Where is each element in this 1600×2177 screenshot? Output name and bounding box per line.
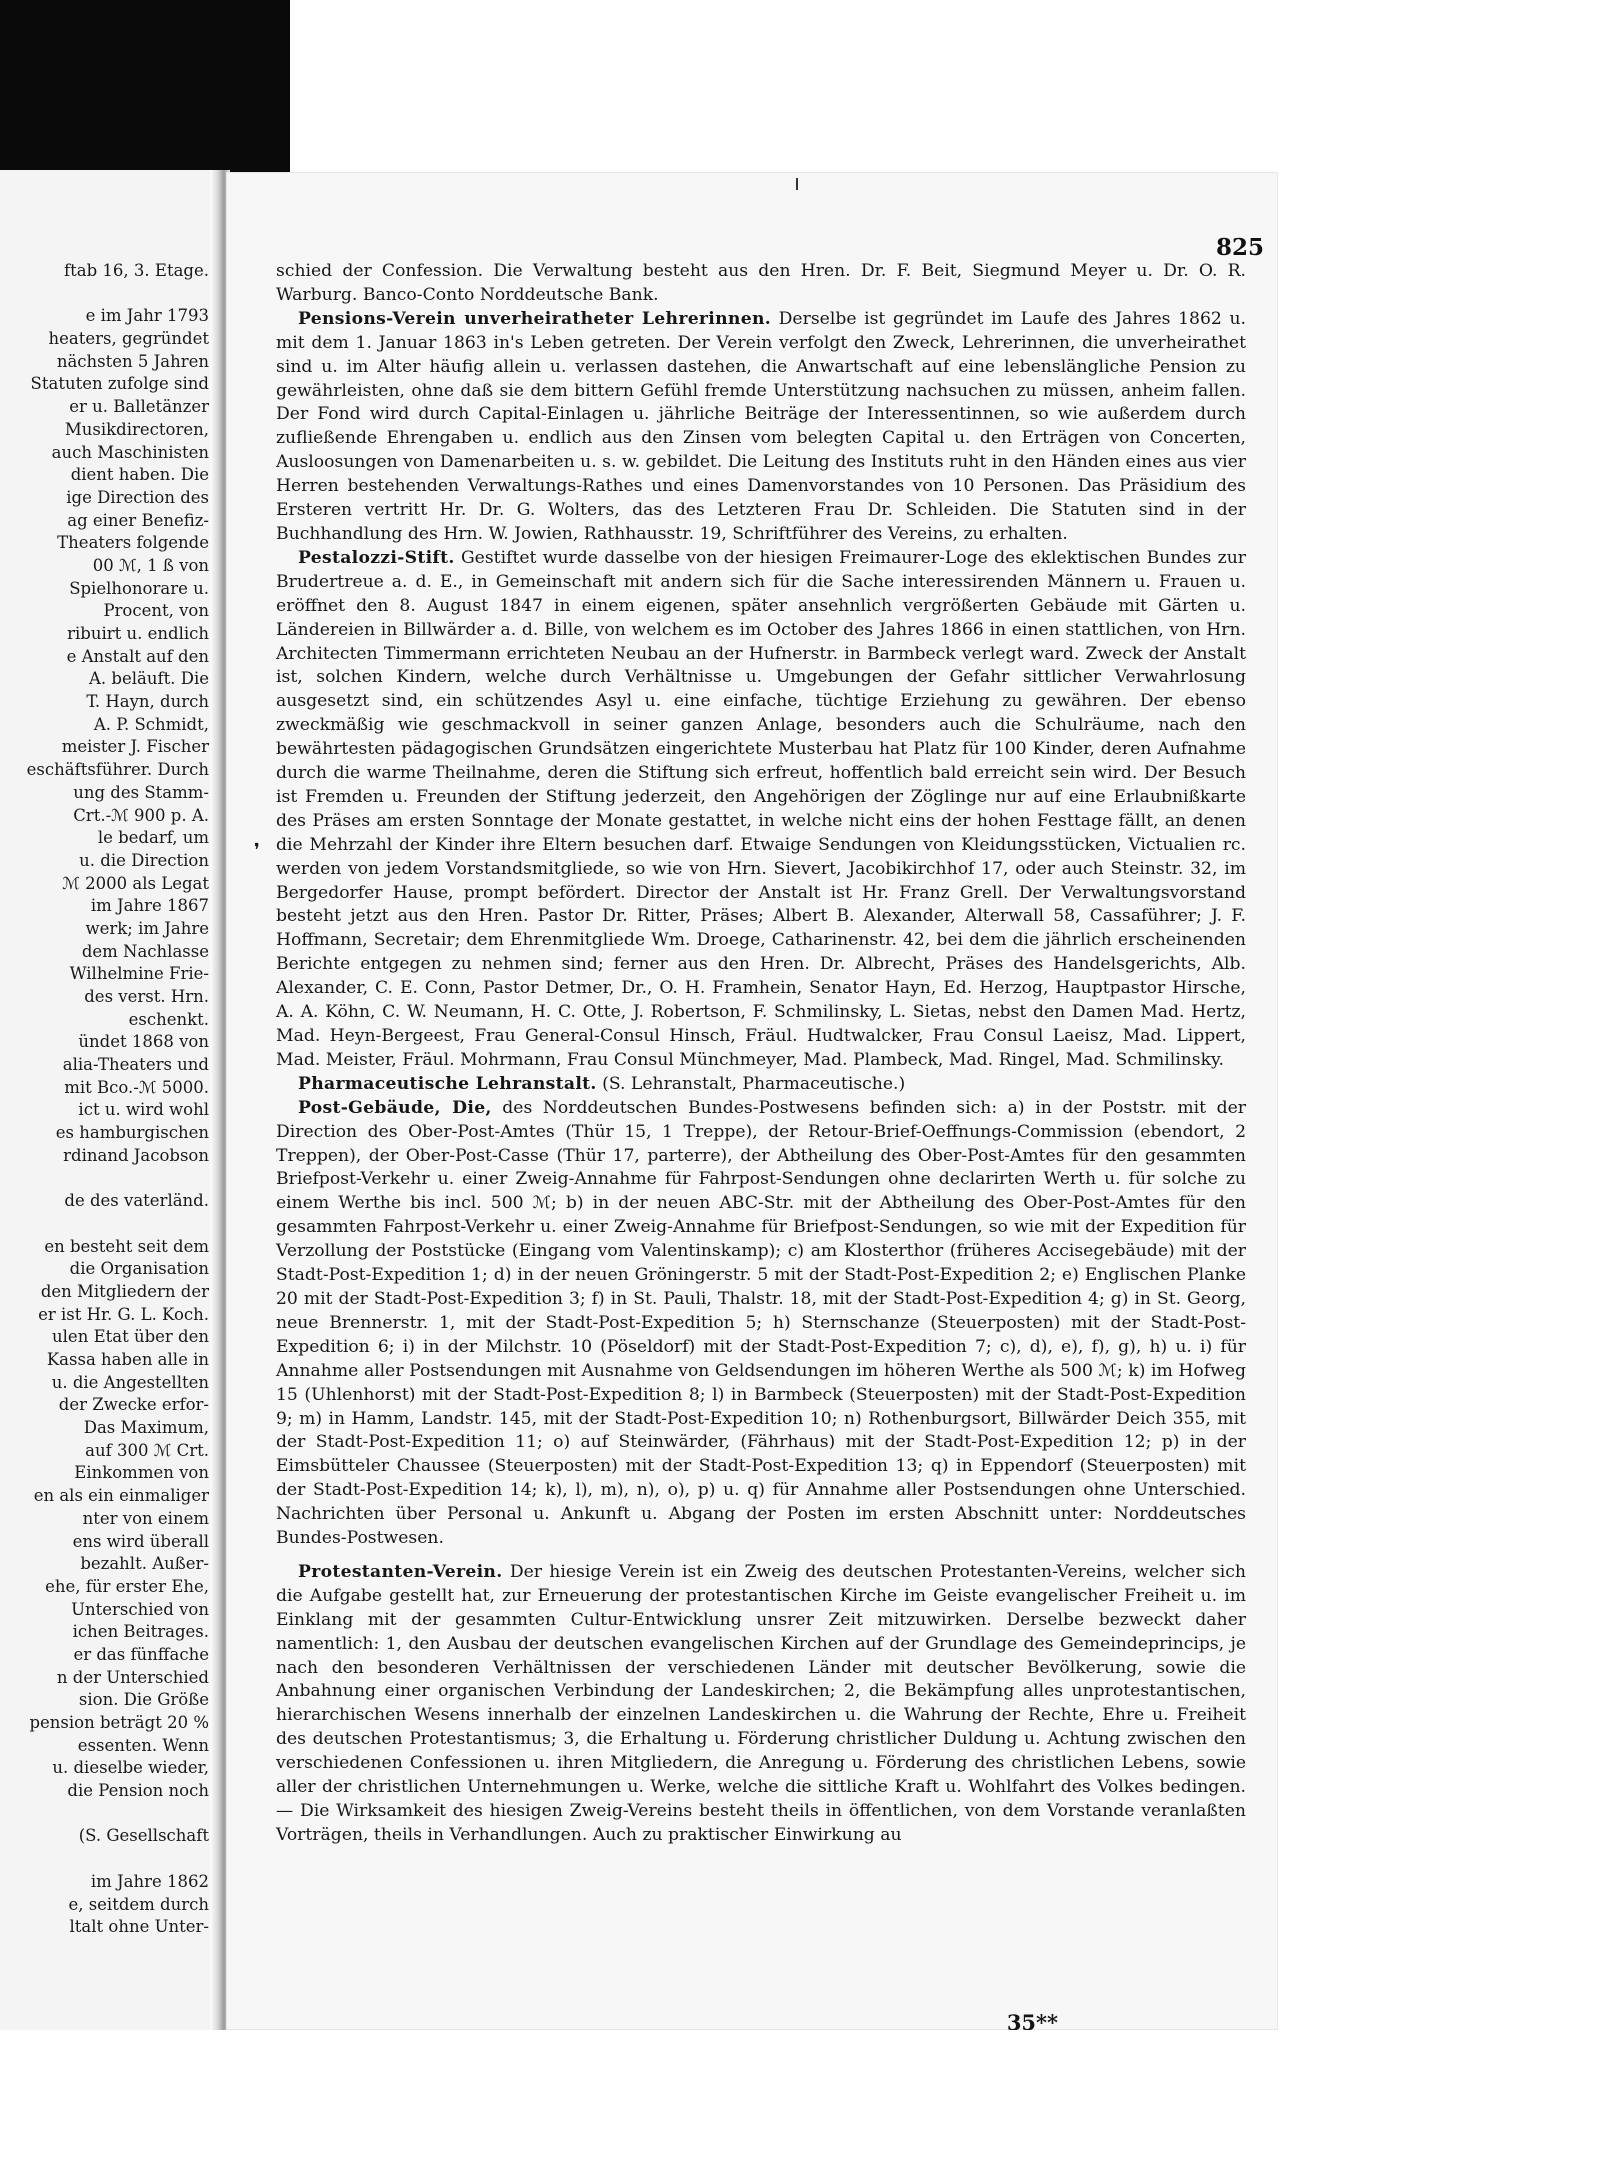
facing-page-line: ige Direction des xyxy=(66,487,209,507)
facing-page-line: en als ein einmaliger xyxy=(33,1486,209,1506)
facing-page-line: le bedarf, um xyxy=(97,828,209,848)
facing-page-line: nächsten 5 Jahren xyxy=(56,351,209,371)
facing-page-line: ündet 1868 von xyxy=(78,1032,209,1052)
facing-page-line: Wilhelmine Frie- xyxy=(69,964,209,984)
facing-page-line: werk; im Jahre xyxy=(85,918,209,938)
facing-page-line: Crt.-ℳ 900 p. A. xyxy=(73,805,209,825)
facing-page-line: e im Jahr 1793 xyxy=(85,306,209,326)
facing-page xyxy=(0,170,215,2030)
facing-page-line: A. P. Schmidt, xyxy=(93,714,209,734)
entry-text: Der hiesige Verein ist ein Zweig des deutschen Protestanten-Vereins, welcher sich die Aufgabe gestellt hat, zur Erneuerung der protestantischen Kirche im Geiste evangelischer Freiheit u. im Einklang mit der gesammten Cultur-Entwicklung unsrer Zeit mitzuwirken. Derselbe bezweckt daher namentlich: 1, den Ausbau der deutschen evangelischen Kirchen auf der Grundlage des Gemeindeprincips, je nach den besonderen Verhältnissen der verschiedenen Länder mit deutscher Bevölkerung, sowie die Anbahnung einer organischen Verbindung der Landeskirchen; 2, die Bekämpfung alles unprotestantischen, hierarchischen Wesens innerhalb der einzelnen Landeskirchen u. die Wahrung der Rechte, Ehre u. Freiheit des deutschen Protestantismus; 3, die Erhaltung u. Förderung christlicher Duldung u. Achtung zwischen den verschiedenen Confessionen u. ihren Mitgliedern, die Anregung u. Förderung des christlichen Lebens, sowie aller der christlichen Unternehmungen u. Werke, welche die sittliche Kraft u. Wohlfahrt des Volkes bedingen. — Die Wirksamkeit des hiesigen Zweig-Vereins besteht theils in öffentlichen, von dem Vorstande veranlaßten Vorträgen, theils in Verhandlungen. Auch zu praktischer Einwirkung au xyxy=(276,1561,1246,1845)
facing-page-line: er das fünffache xyxy=(73,1644,209,1664)
facing-page-line: auf 300 ℳ Crt. xyxy=(85,1440,209,1460)
facing-page-line: ltalt ohne Unter- xyxy=(69,1917,209,1937)
facing-page-line: Das Maximum, xyxy=(83,1418,209,1438)
facing-page-line: T. Hayn, durch xyxy=(86,692,209,712)
facing-page-line: ℳ 2000 als Legat xyxy=(62,873,209,893)
facing-page-line: (S. Gesellschaft xyxy=(78,1826,209,1846)
facing-page-line: Unterschied von xyxy=(71,1599,209,1619)
facing-page-line: er ist Hr. G. L. Koch. xyxy=(38,1304,209,1324)
facing-page-line: auch Maschinisten xyxy=(51,442,209,462)
entry-heading: Pestalozzi-Stift. xyxy=(298,547,455,568)
page-number: 825 xyxy=(1215,234,1264,261)
entry-post-gebaeude xyxy=(276,1097,1246,1551)
facing-page-line: e Anstalt auf den xyxy=(66,646,209,666)
facing-page-line: Spielhonorare u. xyxy=(69,578,209,598)
facing-page-line: Theaters folgende xyxy=(57,533,209,553)
facing-page-line: e, seitdem durch xyxy=(68,1894,209,1914)
entry-heading: Protestanten-Verein. xyxy=(298,1561,503,1582)
facing-page-line: eschäftsführer. Durch xyxy=(26,760,209,780)
facing-page-line xyxy=(4,1848,209,1871)
facing-page-line: essenten. Wenn xyxy=(77,1735,209,1755)
entry-pharmaceutische-lehranstalt xyxy=(276,1073,1246,1097)
facing-page-text xyxy=(4,260,209,1939)
facing-page-line: bezahlt. Außer- xyxy=(80,1554,209,1574)
entry-heading: Pensions-Verein unverheiratheter Lehrerinnen. xyxy=(298,308,772,329)
facing-page-line: dem Nachlasse xyxy=(81,941,209,961)
facing-page-line: im Jahre 1862 xyxy=(90,1871,209,1891)
facing-page-line: nter von einem xyxy=(82,1508,209,1528)
facing-page-line: ung des Stamm- xyxy=(73,782,209,802)
facing-page-line: 00 ℳ, 1 ß von xyxy=(92,555,209,575)
facing-page-line: des verst. Hrn. xyxy=(84,987,209,1006)
facing-page-line: ulen Etat über den xyxy=(52,1327,209,1347)
facing-page-line: u. die Angestellten xyxy=(51,1372,209,1392)
facing-page-line: ehe, für erster Ehe, xyxy=(45,1576,209,1596)
facing-page-line: alia-Theaters und xyxy=(62,1055,209,1075)
facing-page-line: der Zwecke erfor- xyxy=(58,1395,209,1415)
entry-pestalozzi-stift xyxy=(276,547,1246,1073)
entry-pensions-verein xyxy=(276,308,1246,547)
facing-page-line: ribuirt u. endlich xyxy=(67,624,209,643)
entry-heading: Post-Gebäude, Die, xyxy=(298,1097,492,1118)
facing-page-line: ichen Beitrages. xyxy=(72,1622,209,1642)
entry-text: schied der Confession. Die Verwaltung besteht aus den Hren. Dr. F. Beit, Siegmund Meyer u. Dr. O. R. Warburg. Banco-Conto Norddeutsche Bank. xyxy=(276,261,1246,305)
facing-page-line: Kassa haben alle in xyxy=(46,1350,209,1369)
facing-page-line: ens wird überall xyxy=(72,1531,209,1551)
facing-page-line xyxy=(4,1168,209,1191)
facing-page-line: n der Unterschied xyxy=(56,1667,209,1687)
facing-page-line: Procent, von xyxy=(103,601,209,621)
facing-page-line: pension beträgt 20 % xyxy=(29,1713,209,1732)
facing-page-line: rdinand Jacobson xyxy=(63,1145,209,1165)
facing-page-line: eschenkt. xyxy=(128,1009,209,1029)
scanner-background xyxy=(0,0,290,180)
facing-page-line: A. beläuft. Die xyxy=(89,669,209,689)
facing-page-line: u. dieselbe wieder, xyxy=(52,1758,209,1778)
facing-page-line: ag einer Benefiz- xyxy=(67,510,209,530)
facing-page-line: im Jahre 1867 xyxy=(90,896,209,916)
entry-text: Gestiftet wurde dasselbe von der hiesigen Freimaurer-Loge des eklektischen Bundes zur Brudertreue a. d. E., in Gemeinschaft mit andern sich für die Sache interessirenden Männern u. Frauen u. eröffnet den 8. August 1847 in einem eigenen, später ansehnlich vergrößerten Gebäude mit Gärten u. Ländereien in Billwärder a. d. Bille, von welchem es im October des Jahres 1866 in einen stattlichen, von Hrn. Architecten Timmermann errichteten Neubau an der Hufnerstr. in Barmbeck verlegt ward. Zweck der Anstalt ist, solchen Kindern, welche durch Verhältnisse u. Umgebungen der Gefahr sittlicher Verwahrlosung ausgesetzt sind, ein schützendes Asyl u. eine einfache, tüchtige Erziehung zu gewähren. Der ebenso zweckmäßig wie geschmackvoll in seiner ganzen Anlage, besonders auch die Schulräume, nach den bewährtesten pädagogischen Grundsätzen eingerichtete Musterbau hat Platz für 100 Kinder, deren Aufnahme durch die warme Theilnahme, deren die Stiftung sich erfreut, hoffentlich bald erreicht sein wird. Der Besuch ist Fremden u. Freunden der Stiftung jederzeit, den Angehörigen der Zöglinge nur auf eine Erlaubnißkarte des Präses am ersten Sonntage der Monate gestattet, in welche nicht eins der hohen Festtage fällt, an denen die Mehrzahl der Kinder ihre Eltern besuchen darf. Etwaige Sendungen von Kleidungsstücken, Victualien rc. werden von jedem Vorstandsmitgliede, so wie von Hrn. Sievert, Jacobikirchhof 17, oder auch Steinstr. 32, im Bergedorfer Hause, prompt befördert. Director der Anstalt ist Hr. Franz Grell. Der Verwaltungsvorstand besteht jetzt aus den Hren. Pastor Dr. Ritter, Präses; Albert B. Alexander, Alterwall 58, Cassaführer; J. F. Hoffmann, Secretair; dem Ehrenmitgliede Wm. Droege, Catharinenstr. 42, bei dem die jährlich erscheinenden Berichte entgegen zu nehmen sind; ferner aus den Hren. Dr. Albrecht, Präses des Handelsgerichts, Alb. Alexander, C. E. Conn, Pastor Detmer, Dr., O. H. Framhein, Senator Hayn, Ed. Herzog, Hauptpastor Hirsche, A. A. Köhn, C. W. Neumann, H. C. Otte, J. Robertson, F. Schmilinsky, L. Sietas, nebst den Damen Mad. Hertz, Mad. Heyn-Bergeest, Frau General-Consul Hinsch, Fräul. Hudtwalcker, Frau Consul Laeisz, Mad. Lippert, Mad. Meister, Fräul. Mohrmann, Frau Consul Münchmeyer, Mad. Plambeck, Mad. Ringel, Mad. Schmilinsky. xyxy=(276,547,1247,1070)
facing-page-line xyxy=(4,1803,209,1826)
facing-page-line xyxy=(4,283,209,306)
document-page xyxy=(226,172,1278,2030)
facing-page-line: en besteht seit dem xyxy=(44,1236,209,1256)
facing-page-line: es hamburgischen xyxy=(55,1123,209,1143)
facing-page-line: dient haben. Die xyxy=(70,465,209,485)
facing-page-line: Musikdirectoren, xyxy=(64,419,209,439)
entry-heading: Pharmaceutische Lehranstalt. xyxy=(298,1073,597,1094)
page-content xyxy=(276,260,1246,1848)
facing-page-line: Statuten zufolge sind xyxy=(30,374,209,394)
margin-mark: ❜ xyxy=(254,840,260,861)
entry-continuation xyxy=(276,260,1246,308)
facing-page-line: de des vaterländ. xyxy=(64,1191,209,1211)
facing-page-line: die Organisation xyxy=(69,1259,209,1279)
facing-page-line: meister J. Fischer xyxy=(61,737,209,757)
facing-page-line: u. die Direction xyxy=(79,850,209,870)
entry-protestanten-verein xyxy=(276,1561,1246,1848)
facing-page-line: er u. Balletänzer xyxy=(69,397,209,417)
facing-page-line: heaters, gegründet xyxy=(48,329,209,349)
print-mark xyxy=(796,178,798,190)
entry-text: Derselbe ist gegründet im Laufe des Jahres 1862 u. mit dem 1. Januar 1863 in's Leben getreten. Der Verein verfolgt den Zweck, Lehrerinnen, die unverheirathet sind u. im Alter häufig allein u. verlassen dastehen, die Anwartschaft auf eine lebenslängliche Pension zu gewährleisten, ohne daß sie dem bittern Gefühl fremde Unterstützung nachsuchen zu müssen, anheim fallen. Der Fond wird durch Capital-Einlagen u. jährliche Beiträge der Interessentinnen, so wie außerdem durch zufließende Ehrengaben u. endlich aus den Zinsen vom belegten Capital u. den Erträgen von Concerten, Ausloosungen von Damenarbeiten u. s. w. gebildet. Die Leitung des Instituts ruht in den Händen eines aus vier Herren bestehenden Verwaltungs-Rathes und eines Damenvorstandes von 10 Personen. Das Präsidium des Ersteren vertritt Hr. Dr. G. Wolters, das des Letzteren Frau Dr. Schleiden. Die Statuten sind in der Buchhandlung des Hrn. W. Jowien, Rathhausstr. 19, Schriftführer des Vereins, zu erhalten. xyxy=(276,308,1246,544)
printer-signature: 35** xyxy=(1006,2010,1058,2030)
facing-page-line: den Mitgliedern der xyxy=(40,1281,209,1301)
entry-text: des Norddeutschen Bundes-Postwesens befinden sich: a) in der Poststr. mit der Direction des Ober-Post-Amtes (Thür 15, 1 Treppe), der Retour-Brief-Oeffnungs-Commission (ebendort, 2 Treppen), der Ober-Post-Casse (Thür 17, parterre), der Abtheilung des Ober-Post-Amtes für den gesammten Briefpost-Verkehr u. einer Zweig-Annahme für Fahrpost-Sendungen ohne declarirten Werth u. für solche zu einem Werthe bis incl. 500 ℳ; b) in der neuen ABC-Str. mit der Abtheilung des Ober-Post-Amtes für den gesammten Fahrpost-Verkehr u. einer Zweig-Annahme für Briefpost-Sendungen, so wie mit der Expedition für Verzollung der Poststücke (Eingang vom Valentinskamp); c) am Klosterthor (früheres Accisegebäude) mit der Stadt-Post-Expedition 1; d) in der neuen Gröningerstr. 5 mit der Stadt-Post-Expedition 2; e) Englischen Planke 20 mit der Stadt-Post-Expedition 3; f) in St. Pauli, Thalstr. 18, mit der Stadt-Post-Expedition 4; g) in St. Georg, neue Brennerstr. 1, mit der Stadt-Post-Expedition 5; h) Sternschanze (Steuerposten) mit der Stadt-Post-Expedition 6; i) in der Milchstr. 10 (Pöseldorf) mit der Stadt-Post-Expedition 7; c), d), e), f), g), h) u. i) für Annahme aller Postsendungen mit Ausnahme von Geldsendungen im höheren Werthe als 500 ℳ; k) im Hofweg 15 (Uhlenhorst) mit der Stadt-Post-Expedition 8; l) in Barmbeck (Steuerposten) mit der Stadt-Post-Expedition 9; m) in Hamm, Landstr. 145, mit der Stadt-Post-Expedition 10; n) Rothenburgsort, Billwärder Deich 355, mit der Stadt-Post-Expedition 11; o) auf Steinwärder, (Fährhaus) mit der Stadt-Post-Expedition 12; p) in der Eimsbütteler Chaussee (Steuerposten) mit der Stadt-Post-Expedition 13; q) in Eppendorf (Steuerposten) mit der Stadt-Post-Expedition 14; k), l), m), n), o), p) u. q) für Annahme aller Postsendungen ohne Unterschied. Nachrichten über Personal u. Ankunft u. Abgang der Posten im ersten Abschnitt unter: Norddeutsches Bundes-Postwesen. xyxy=(276,1097,1246,1549)
entry-text: (S. Lehranstalt, Pharmaceutische.) xyxy=(602,1073,906,1094)
facing-page-line: ftab 16, 3. Etage. xyxy=(64,261,209,280)
facing-page-line xyxy=(4,1213,209,1236)
facing-page-line: die Pension noch xyxy=(67,1781,209,1801)
facing-page-line: mit Bco.-ℳ 5000. xyxy=(64,1077,209,1097)
facing-page-line: Einkommen von xyxy=(74,1463,209,1483)
facing-page-line: ict u. wird wohl xyxy=(78,1100,209,1120)
facing-page-line: sion. Die Größe xyxy=(78,1690,209,1710)
